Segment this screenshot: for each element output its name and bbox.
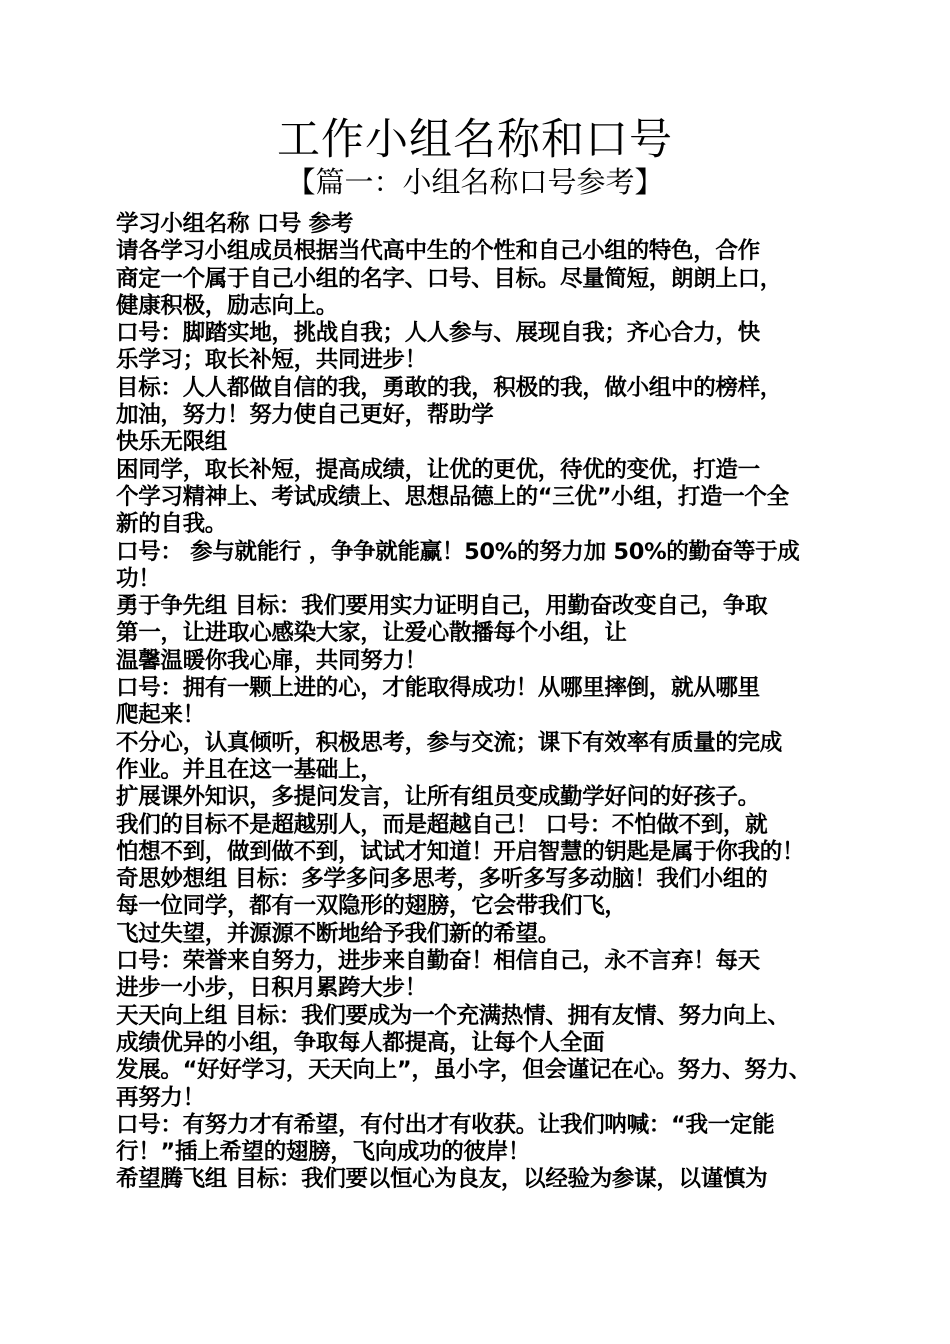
text-line: 勇于争先组 目标：我们要用实力证明自己，用勤奋改变自己，争取 (116, 593, 768, 620)
text-line: 行！”插上希望的翅膀，飞向成功的彼岸！ (116, 1139, 531, 1166)
text-line: 快乐无限组 (116, 429, 228, 456)
text-line: 飞过失望，并源源不断地给予我们新的希望。 (116, 920, 561, 947)
text-line: 口号：脚踏实地，挑战自我；人人参与、展现自我；齐心合力，快 (116, 320, 760, 347)
text-line: 新的自我。 (116, 511, 228, 538)
text-line: 温馨温暖你我心扉，共同努力！ (116, 647, 427, 674)
text-line: 口号： 参与就能行 ，争争就能赢！50%的努力加 50%的勤奋等于成 (116, 538, 800, 565)
text-line: 目标：人人都做自信的我，勇敢的我，积极的我，做小组中的榜样， (116, 374, 783, 401)
text-line: 加油，努力！努力使自己更好，帮助学 (116, 402, 494, 429)
text-line: 天天向上组 目标：我们要成为一个充满热情、拥有友情、努力向上、 (116, 1002, 790, 1029)
text-line: 口号：有努力才有希望，有付出才有收获。让我们呐喊：“我一定能 (116, 1111, 775, 1138)
text-line: 成绩优异的小组，争取每人都提高，让每个人全面 (116, 1029, 605, 1056)
text-line: 乐学习；取长补短，共同进步！ (116, 347, 427, 374)
text-line: 进步一小步，日积月累跨大步！ (116, 975, 427, 1002)
document-title: 工作小组名称和口号 (277, 115, 673, 165)
text-line: 困同学，取长补短，提高成绩，让优的更优，待优的变优，打造一 (116, 456, 760, 483)
text-line: 怕想不到，做到做不到，试试才知道！开启智慧的钥匙是属于你我的！ (116, 838, 805, 865)
text-line: 口号：荣誉来自努力，进步来自勤奋！相信自己，永不言弃！每天 (116, 948, 760, 975)
text-line: 不分心，认真倾听，积极思考，参与交流；课下有效率有质量的完成 (116, 729, 783, 756)
document-subtitle: 【篇一：小组名称口号参考】 (286, 165, 664, 199)
document-body (116, 211, 844, 1194)
text-line: 再努力！ (116, 1084, 205, 1111)
text-line: 我们的目标不是超越别人，而是超越自己！ 口号：不怕做不到，就 (116, 811, 768, 838)
text-line: 第一，让进取心感染大家，让爱心散播每个小组，让 (116, 620, 627, 647)
text-line: 作业。并且在这一基础上， (116, 756, 383, 783)
text-line: 发展。“好好学习，天天向上”，虽小字，但会谨记在心。努力、努力、 (116, 1057, 811, 1084)
text-line: 扩展课外知识，多提问发言，让所有组员变成勤学好问的好孩子。 (116, 784, 760, 811)
text-line: 个学习精神上、考试成绩上、思想品德上的“三优”小组，打造一个全 (116, 483, 789, 510)
text-line: 希望腾飞组 目标：我们要以恒心为良友，以经验为参谋，以谨慎为 (116, 1166, 768, 1193)
text-line: 健康积极，励志向上。 (116, 292, 339, 319)
text-line: 请各学习小组成员根据当代高中生的个性和自己小组的特色，合作 (116, 238, 760, 265)
text-line: 每一位同学，都有一双隐形的翅膀，它会带我们飞， (116, 893, 627, 920)
text-line: 商定一个属于自己小组的名字、口号、目标。尽量简短，朗朗上口， (116, 265, 783, 292)
text-line: 功！ (116, 565, 161, 592)
text-line: 爬起来！ (116, 702, 205, 729)
text-line: 学习小组名称 口号 参考 (116, 211, 354, 237)
text-line: 口号：拥有一颗上进的心，才能取得成功！从哪里摔倒，就从哪里 (116, 675, 760, 702)
text-line: 奇思妙想组 目标：多学多问多思考，多听多写多动脑！我们小组的 (116, 866, 768, 893)
